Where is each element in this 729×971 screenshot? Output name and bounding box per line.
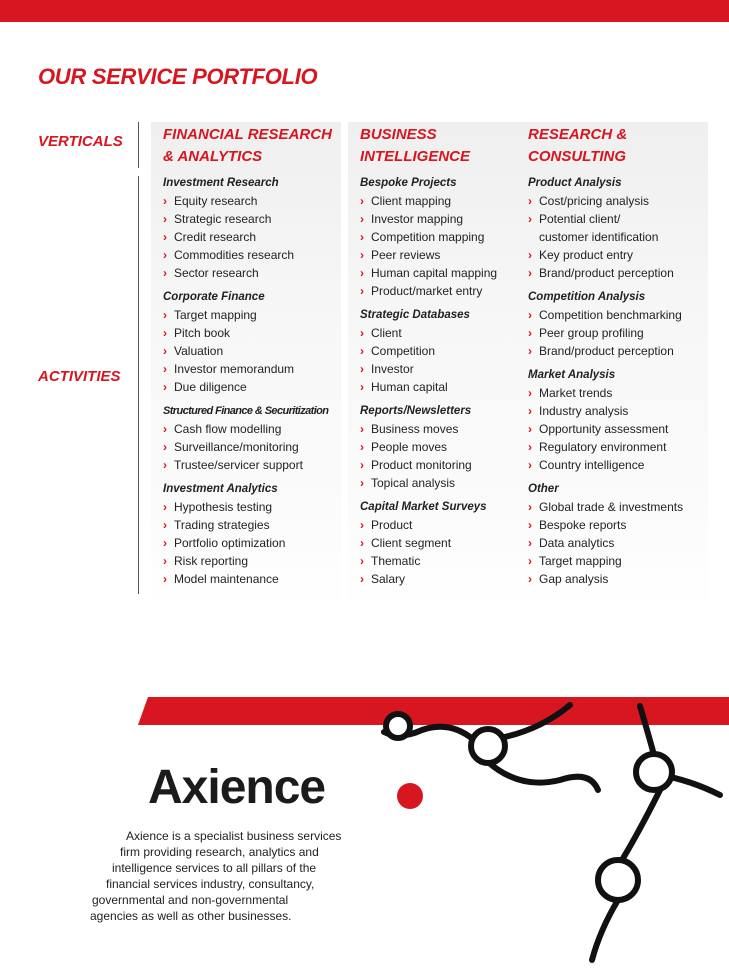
list-item-label: Cost/pricing analysis: [539, 194, 650, 208]
list-item-label: Key product entry: [539, 248, 634, 262]
list-item-label: Strategic research: [174, 212, 272, 226]
list-item-label: Investor: [371, 362, 414, 376]
chevron-right-icon: ›: [360, 518, 364, 532]
list-item: [163, 534, 353, 552]
list-item: [528, 420, 718, 438]
list-item: [163, 228, 353, 246]
list-item-label: Pitch book: [174, 326, 231, 340]
chevron-right-icon: ›: [163, 572, 167, 586]
list-item: [528, 516, 718, 534]
chevron-right-icon: ›: [163, 500, 167, 514]
chevron-right-icon: ›: [528, 248, 532, 262]
list-item: [528, 402, 718, 420]
list-item-label: Salary: [371, 572, 406, 586]
activity-section: [163, 480, 353, 588]
list-item-label: Gap analysis: [539, 572, 609, 586]
list-item-label: Country intelligence: [539, 458, 645, 472]
chevron-right-icon: ›: [528, 194, 532, 208]
list-item-label: Bespoke reports: [539, 518, 627, 532]
chevron-right-icon: ›: [163, 308, 167, 322]
verticals-label: VERTICALS: [38, 133, 123, 150]
chevron-right-icon: ›: [163, 458, 167, 472]
section-title: Corporate Finance: [163, 291, 265, 303]
list-item-label: Commodities research: [174, 248, 295, 262]
list-item: [528, 246, 718, 264]
activity-section: [528, 288, 718, 360]
activities-label: ACTIVITIES: [38, 368, 121, 385]
chevron-right-icon: ›: [163, 266, 167, 280]
column-research-consulting: [516, 122, 708, 612]
list-item-label: Product: [371, 518, 413, 532]
chevron-right-icon: ›: [163, 440, 167, 454]
list-item-label: Human capital mapping: [371, 266, 498, 280]
chevron-right-icon: ›: [163, 362, 167, 376]
list-item-label: Client segment: [371, 536, 452, 550]
column-heading: RESEARCH & CONSULTING: [528, 126, 628, 165]
chevron-right-icon: ›: [163, 344, 167, 358]
list-item-label: Competition benchmarking: [539, 308, 682, 322]
chevron-right-icon: ›: [528, 326, 532, 340]
chevron-right-icon: ›: [360, 266, 364, 280]
chevron-right-icon: ›: [528, 212, 532, 226]
chevron-right-icon: ›: [163, 230, 167, 244]
list-item: [163, 438, 353, 456]
chevron-right-icon: ›: [163, 422, 167, 436]
list-item-label: Client: [371, 326, 402, 340]
chevron-right-icon: ›: [360, 284, 364, 298]
list-item-label: People moves: [371, 440, 448, 454]
axience-logo: Axience: [148, 761, 326, 814]
list-item-label: Hypothesis testing: [174, 500, 273, 514]
list-item: [163, 498, 353, 516]
chevron-right-icon: ›: [163, 380, 167, 394]
chevron-right-icon: ›: [163, 248, 167, 262]
chevron-right-icon: ›: [360, 440, 364, 454]
list-item-label: Product/market entry: [371, 284, 483, 298]
list-item-label: Due diligence: [174, 380, 247, 394]
column-financial-research: [151, 122, 341, 612]
list-item: [163, 570, 353, 588]
list-item: [163, 516, 353, 534]
list-item-label: Competition: [371, 344, 436, 358]
chevron-right-icon: ›: [360, 362, 364, 376]
list-item: [528, 438, 718, 456]
list-item: [528, 498, 718, 516]
activity-section: [528, 366, 718, 474]
list-item: [163, 264, 353, 282]
section-title: Reports/Newsletters: [360, 405, 472, 417]
list-item: [163, 324, 353, 342]
chevron-right-icon: ›: [163, 194, 167, 208]
column-heading: FINANCIAL RESEARCH & ANALYTICS: [163, 126, 332, 165]
list-item: [528, 264, 718, 282]
chevron-right-icon: ›: [360, 572, 364, 586]
list-item: [528, 192, 718, 210]
molecule-graphic: [370, 700, 729, 971]
activity-section: [163, 288, 353, 396]
column-business-intelligence: [348, 122, 518, 612]
chevron-right-icon: ›: [360, 476, 364, 490]
list-item-label: Investor mapping: [371, 212, 464, 226]
chevron-right-icon: ›: [528, 308, 532, 322]
chevron-right-icon: ›: [360, 212, 364, 226]
list-item-label: Trustee/servicer support: [174, 458, 303, 472]
list-item-label: Target mapping: [174, 308, 257, 322]
chevron-right-icon: ›: [528, 266, 532, 280]
section-title: Strategic Databases: [360, 309, 470, 321]
list-item-label: Opportunity assessment: [539, 422, 669, 436]
column-heading: BUSINESS INTELLIGENCE: [360, 126, 471, 165]
section-title: Structured Finance & Securitization: [163, 405, 329, 417]
chevron-right-icon: ›: [360, 554, 364, 568]
list-item: [163, 210, 353, 228]
chevron-right-icon: ›: [528, 554, 532, 568]
list-item: [163, 378, 353, 396]
list-item-label: Investor memorandum: [174, 362, 295, 376]
list-item-label: Sector research: [174, 266, 259, 280]
list-item-label: Peer reviews: [371, 248, 441, 262]
chevron-right-icon: ›: [528, 386, 532, 400]
list-item-label: Human capital: [371, 380, 448, 394]
chevron-right-icon: ›: [528, 404, 532, 418]
description-line: intelligence services to all pillars of the: [112, 861, 317, 875]
company-description: [90, 828, 360, 924]
section-title: Product Analysis: [528, 177, 622, 189]
list-item-label: Brand/product perception: [539, 344, 674, 358]
chevron-right-icon: ›: [360, 458, 364, 472]
chevron-right-icon: ›: [163, 326, 167, 340]
list-item-label: Brand/product perception: [539, 266, 674, 280]
chevron-right-icon: ›: [360, 380, 364, 394]
description-line: agencies as well as other businesses.: [90, 909, 292, 923]
list-item: [163, 306, 353, 324]
list-item: [163, 192, 353, 210]
description-line: governmental and non-governmental: [92, 893, 289, 907]
list-item: [528, 552, 718, 570]
list-item-label: Topical analysis: [371, 476, 456, 490]
section-title: Other: [528, 483, 559, 495]
description-line: firm providing research, analytics and: [120, 845, 319, 859]
chevron-right-icon: ›: [360, 230, 364, 244]
list-item: [528, 384, 718, 402]
chevron-right-icon: ›: [360, 326, 364, 340]
list-item: [528, 306, 718, 324]
page-title: OUR SERVICE PORTFOLIO: [38, 64, 318, 89]
list-item-label: Valuation: [174, 344, 224, 358]
chevron-right-icon: ›: [163, 536, 167, 550]
list-item-label: Client mapping: [371, 194, 452, 208]
section-title: Bespoke Projects: [360, 177, 457, 189]
column-body: [528, 174, 718, 594]
list-item-label: Trading strategies: [174, 518, 270, 532]
section-title: Investment Analytics: [163, 483, 278, 495]
chevron-right-icon: ›: [360, 344, 364, 358]
list-item-label: Surveillance/monitoring: [174, 440, 299, 454]
activity-section: [163, 174, 353, 282]
description-line: financial services industry, consultancy,: [106, 877, 315, 891]
chevron-right-icon: ›: [528, 344, 532, 358]
list-item: [163, 246, 353, 264]
list-item-label: Thematic: [371, 554, 421, 568]
list-item: [163, 552, 353, 570]
list-item: [163, 456, 353, 474]
list-item: [528, 210, 718, 246]
list-item-label: Global trade & investments: [539, 500, 684, 514]
list-item-label: Industry analysis: [539, 404, 629, 418]
verticals-divider: [138, 122, 139, 168]
list-item-label: Potential client/ customer identification: [539, 212, 659, 244]
list-item-label: Market trends: [539, 386, 613, 400]
chevron-right-icon: ›: [528, 440, 532, 454]
column-body: [163, 174, 353, 594]
list-item: [528, 534, 718, 552]
list-item-label: Peer group profiling: [539, 326, 644, 340]
chevron-right-icon: ›: [528, 422, 532, 436]
section-title: Market Analysis: [528, 369, 616, 381]
list-item-label: Business moves: [371, 422, 459, 436]
list-item: [528, 342, 718, 360]
list-item: [163, 342, 353, 360]
section-title: Investment Research: [163, 177, 279, 189]
list-item-label: Regulatory environment: [539, 440, 667, 454]
chevron-right-icon: ›: [163, 518, 167, 532]
list-item-label: Model maintenance: [174, 572, 279, 586]
chevron-right-icon: ›: [528, 536, 532, 550]
chevron-right-icon: ›: [360, 422, 364, 436]
top-red-bar: [0, 0, 729, 22]
list-item-label: Portfolio optimization: [174, 536, 286, 550]
list-item-label: Equity research: [174, 194, 258, 208]
activities-divider: [138, 176, 139, 594]
chevron-right-icon: ›: [528, 458, 532, 472]
list-item-label: Data analytics: [539, 536, 615, 550]
activity-section: [163, 402, 353, 474]
list-item-label: Target mapping: [539, 554, 622, 568]
chevron-right-icon: ›: [163, 212, 167, 226]
chevron-right-icon: ›: [360, 248, 364, 262]
list-item: [528, 570, 718, 588]
description-line: Axience is a specialist business services: [126, 829, 342, 843]
chevron-right-icon: ›: [360, 194, 364, 208]
chevron-right-icon: ›: [528, 500, 532, 514]
list-item-label: Risk reporting: [174, 554, 249, 568]
list-item-label: Cash flow modelling: [174, 422, 282, 436]
list-item-label: Product monitoring: [371, 458, 472, 472]
chevron-right-icon: ›: [360, 536, 364, 550]
activity-section: [528, 174, 718, 282]
section-title: Capital Market Surveys: [360, 501, 487, 513]
list-item: [163, 420, 353, 438]
list-item: [528, 324, 718, 342]
chevron-right-icon: ›: [528, 572, 532, 586]
list-item: [163, 360, 353, 378]
list-item: [528, 456, 718, 474]
activity-section: [528, 480, 718, 588]
list-item-label: Credit research: [174, 230, 257, 244]
chevron-right-icon: ›: [163, 554, 167, 568]
list-item-label: Competition mapping: [371, 230, 485, 244]
section-title: Competition Analysis: [528, 291, 646, 303]
chevron-right-icon: ›: [528, 518, 532, 532]
